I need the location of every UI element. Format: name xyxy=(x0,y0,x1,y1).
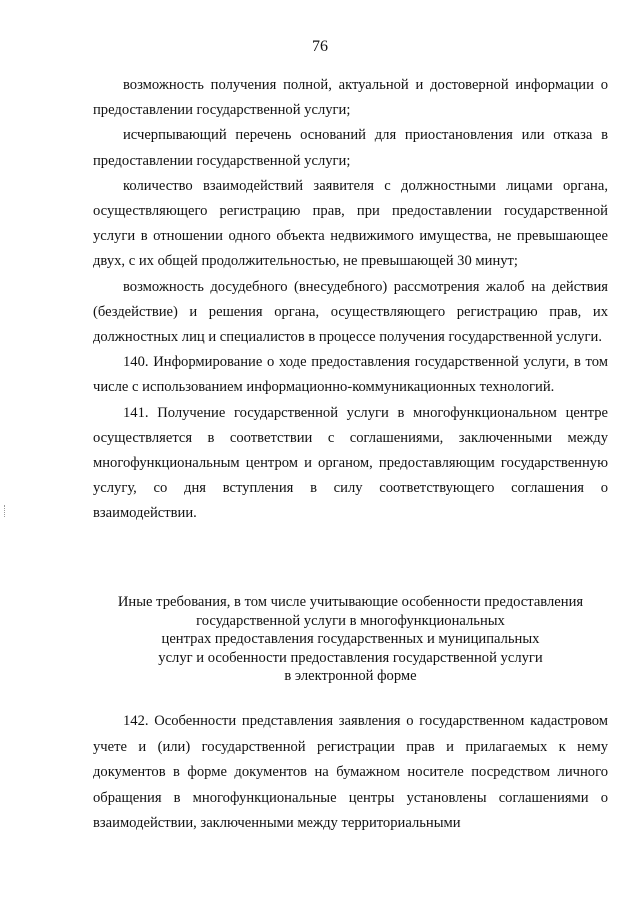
heading-line: Иные требования, в том числе учитывающие особенности предоставления xyxy=(117,594,584,610)
heading-line: в электронной форме xyxy=(284,668,417,685)
section-heading xyxy=(93,593,608,686)
paragraph-interactions-count: количество взаимодействий заявителя с должностными лицами органа, осуществляющего регистрацию прав, при предоставлении государственной услуги в отношении одного объекта недвижимого имущества, не превышающее двух, с их общей продолжительностью, не превышающей 30 минут; xyxy=(93,177,608,270)
heading-line: государственной услуги в многофункциональных xyxy=(196,612,505,629)
margin-mark xyxy=(4,505,6,517)
paragraph-140: 140. Информирование о ходе предоставления государственной услуги, в том числе с использованием информационно-коммуникационных технологий. xyxy=(93,354,608,396)
paragraph-141: 141. Получение государственной услуги в многофункциональном центре осуществляется в соответствии с соглашениями, заключенными между многофункциональным центром и органом, предоставляющим государственную услугу, со дня вступления в силу соответствующего соглашения о взаимодействии. xyxy=(93,404,608,522)
heading-line: услуг и особенности предоставления государственной услуги xyxy=(158,649,543,666)
body-text-top xyxy=(93,73,608,527)
page-number: 76 xyxy=(312,38,328,55)
paragraph-info-access: возможность получения полной, актуальной и достоверной информации о предоставлении государственной услуги; xyxy=(93,77,608,119)
paragraph-refusal-grounds: исчерпывающий перечень оснований для приостановления или отказа в предоставлении государственной услуги; xyxy=(93,127,608,169)
paragraph-142: 142. Особенности представления заявления о государственном кадастровом учете и (или) государственной регистрации прав и прилагаемых к нему документов в форме документов на бумажном носителе посредством личного обращения в многофункциональные центры установлены соглашениями о взаимодействии, заключенными между территориальными xyxy=(93,713,608,832)
paragraph-appeal: возможность досудебного (внесудебного) рассмотрения жалоб на действия (бездействие) и решения органа, осуществляющего регистрацию прав, их должностных лиц и специалистов в процессе получения государственной услуги. xyxy=(93,278,608,346)
body-text-bottom xyxy=(93,709,608,837)
heading-line: центрах предоставления государственных и муниципальных xyxy=(161,631,540,648)
